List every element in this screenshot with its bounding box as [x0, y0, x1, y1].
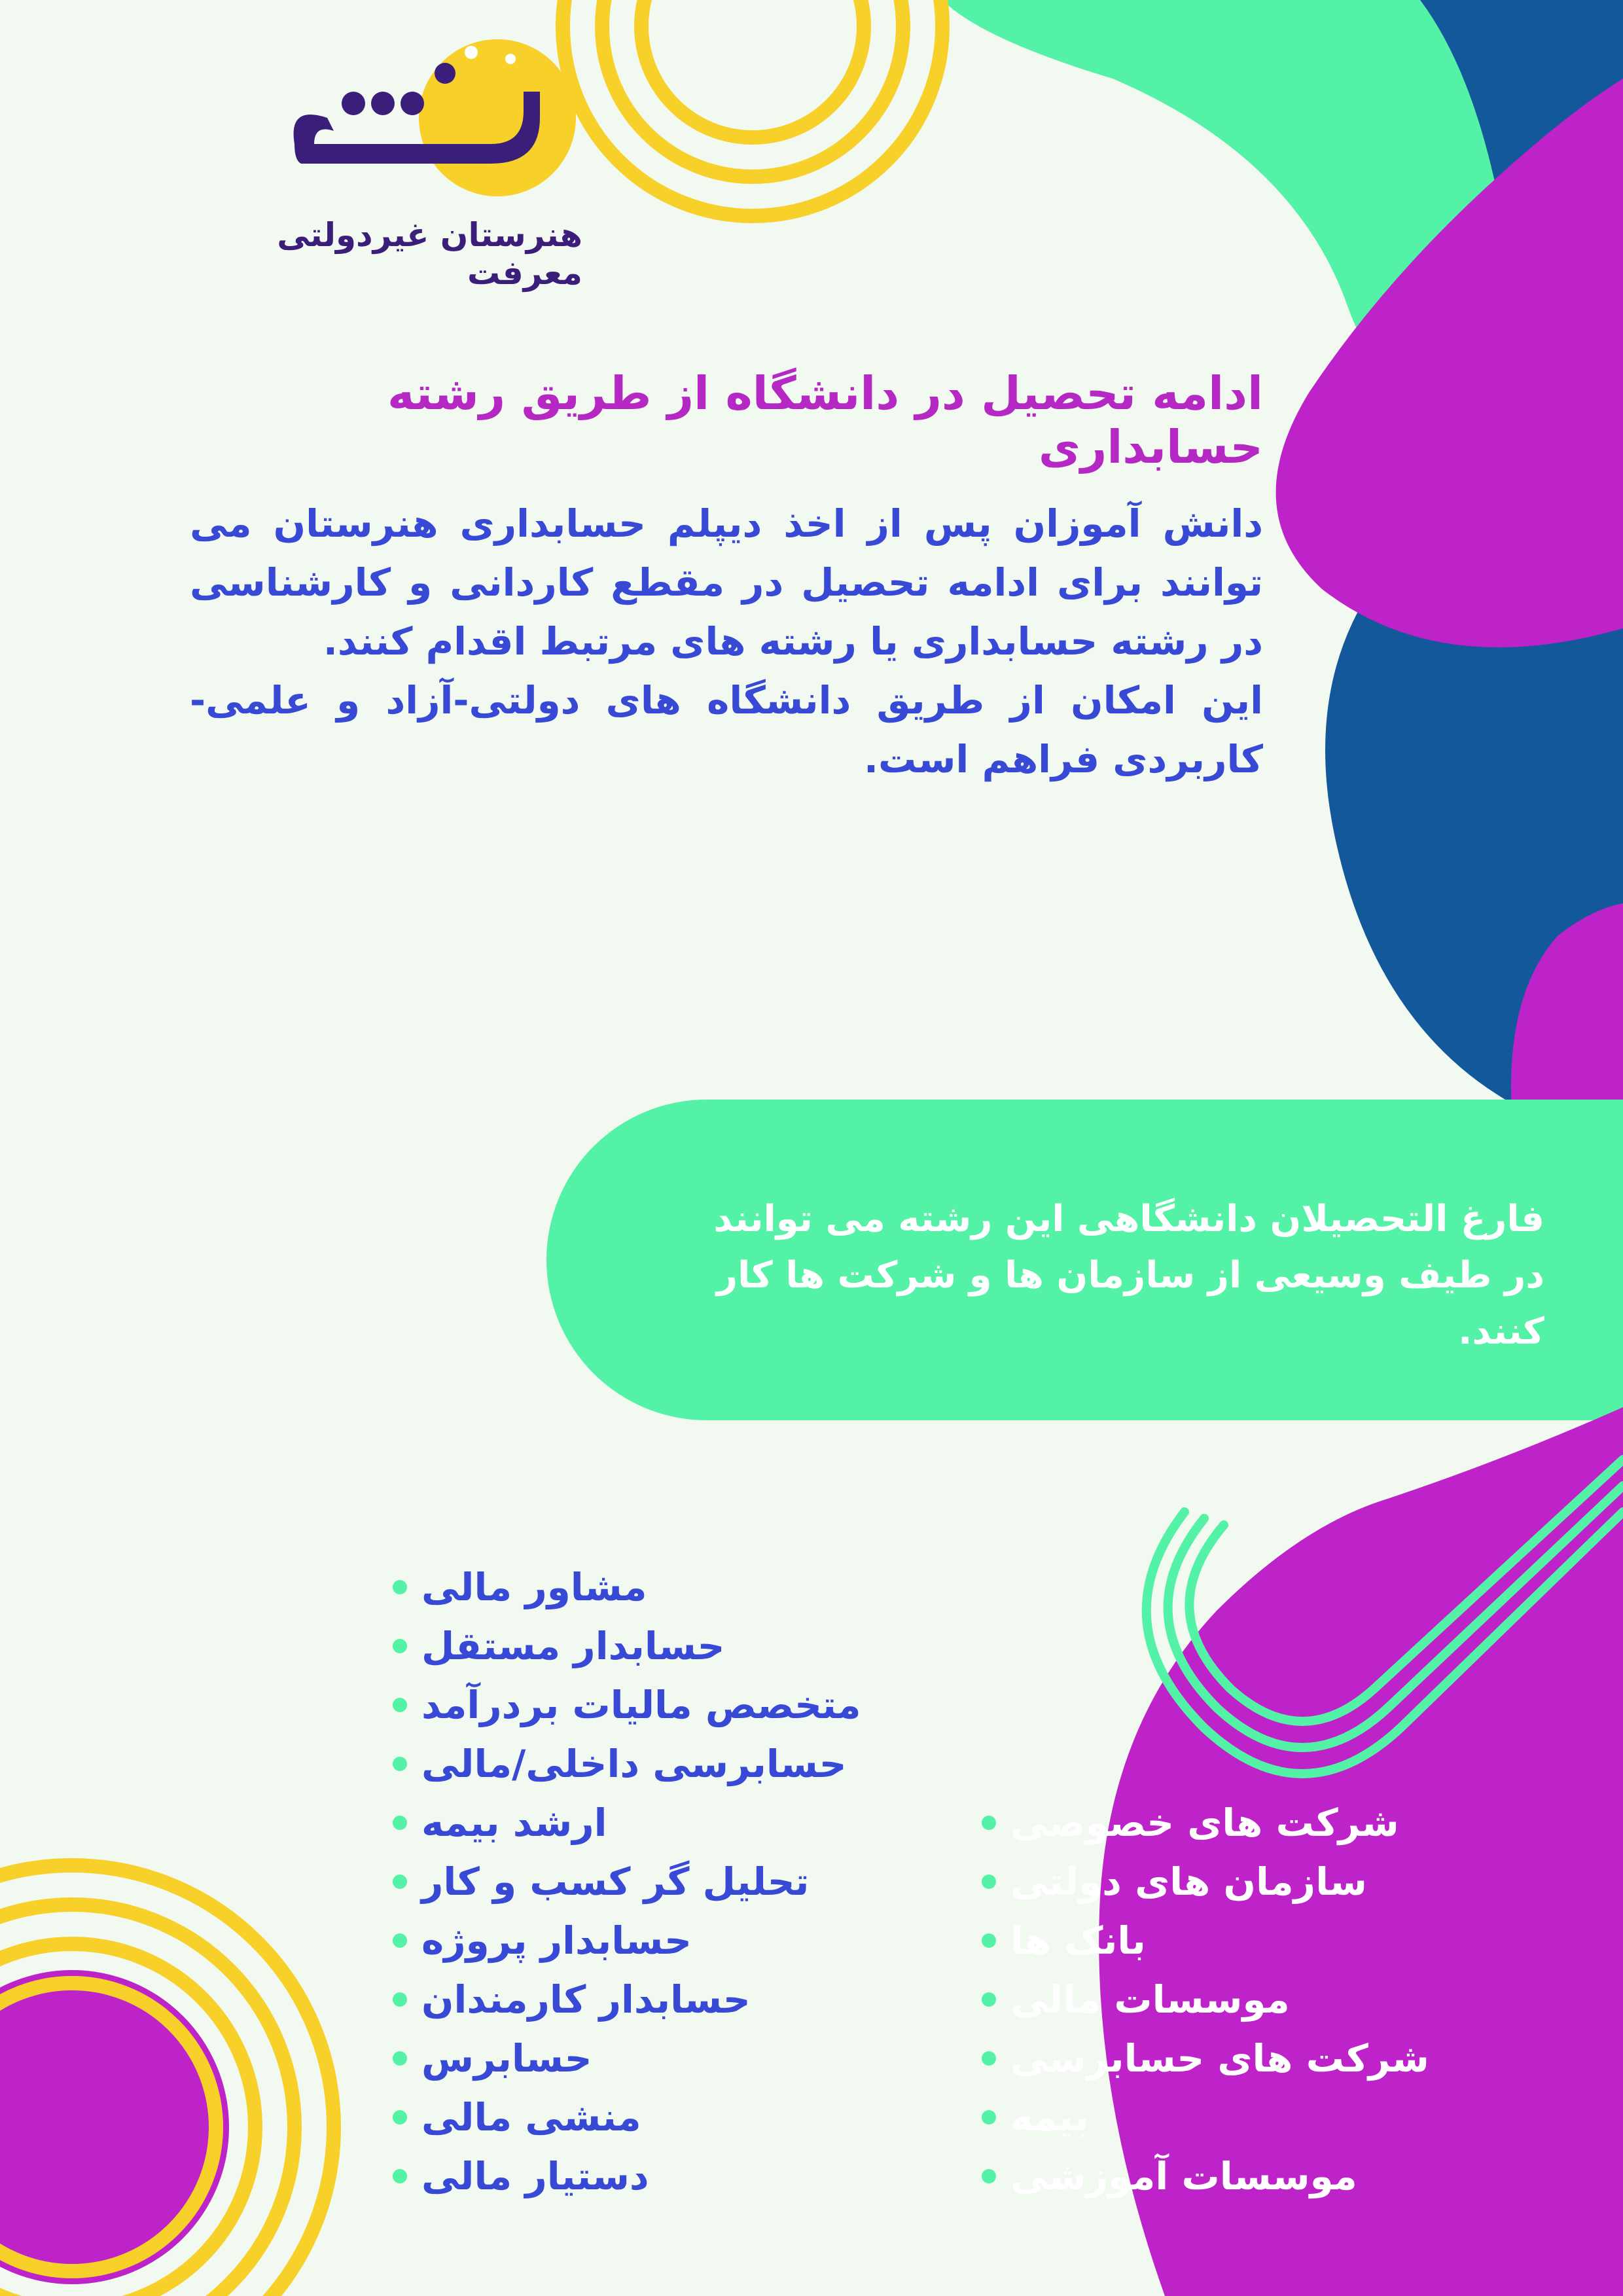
bullet-icon — [982, 1933, 996, 1948]
bullet-icon — [393, 1874, 407, 1889]
bullet-icon — [982, 2110, 996, 2125]
bullet-icon — [393, 1992, 407, 2007]
employer-label: موسسات مالی — [1010, 1977, 1290, 2022]
list-item — [393, 1676, 982, 1734]
intro-paragraph-2: این امکان از طریق دانشگاه های دولتی-آزاد و علمی-کاربردی فراهم است. — [190, 678, 1263, 781]
role-label: حسابدار مستقل — [421, 1624, 725, 1668]
list-item — [393, 1617, 982, 1676]
employer-label: بیمه — [1010, 2095, 1089, 2140]
role-label: حسابدار پروژه — [421, 1918, 692, 1963]
list-item — [982, 1852, 1551, 1911]
bullet-icon — [982, 1992, 996, 2007]
role-label: حسابرسی داخلی/مالی — [421, 1742, 847, 1786]
bullet-icon — [393, 1757, 407, 1771]
bullet-icon — [982, 1816, 996, 1830]
logo-yellow-disc — [419, 39, 576, 196]
role-label: متخصص مالیات بردرآمد — [421, 1683, 861, 1727]
bullet-icon — [982, 2169, 996, 2183]
page-headline: ادامه تحصیل در دانشگاه از طریق رشته حسابداری — [387, 367, 1263, 474]
banner-line-1: فارغ التحصیلان دانشگاهی این رشته می توانند — [713, 1198, 1544, 1240]
role-label: حسابرس — [421, 2036, 592, 2081]
list-item — [393, 1558, 982, 1617]
bullet-icon — [393, 2110, 407, 2125]
list-item — [982, 2147, 1551, 2206]
yellow-rings-top — [563, 0, 942, 216]
intro-paragraph-1: دانش آموزان پس از اخذ دیپلم حسابداری هنرستان می توانند برای ادامه تحصیل در مقطع کاردانی و کارشناسی در رشته حسابداری یا رشته های مرتبط اقدام کنند. — [190, 501, 1263, 664]
employer-label: سازمان های دولتی — [1010, 1859, 1367, 1904]
school-name: هنرستان غیردولتی معرفت — [277, 216, 582, 292]
role-label: حسابدار کارمندان — [421, 1977, 751, 2022]
list-item — [982, 1970, 1551, 2029]
bullet-icon — [393, 1933, 407, 1948]
list-item — [393, 1734, 982, 1793]
list-item — [393, 2147, 982, 2206]
employer-label: بانک ها — [1010, 1918, 1146, 1963]
employer-label: شرکت های حسابرسی — [1010, 2036, 1429, 2081]
magenta-bottom-circle — [0, 1970, 229, 2284]
employer-label: شرکت های خصوصی — [1010, 1801, 1399, 1845]
employer-label: موسسات آموزشی — [1010, 2154, 1357, 2198]
role-label: تحلیل گر کسب و کار — [421, 1859, 810, 1904]
role-label: دستیار مالی — [421, 2154, 649, 2198]
list-item — [393, 1970, 982, 2029]
role-label: مشاور مالی — [421, 1565, 647, 1609]
list-item — [393, 2029, 982, 2088]
school-logo — [275, 26, 582, 196]
role-label: ارشد بیمه — [421, 1801, 607, 1845]
bullet-icon — [393, 2169, 407, 2183]
banner-line-2: در طیف وسیعی از سازمان ها و شرکت ها کار کنند. — [716, 1254, 1544, 1353]
role-label: منشی مالی — [421, 2095, 641, 2140]
list-item — [982, 1793, 1551, 1852]
list-item — [393, 2088, 982, 2147]
bullet-icon — [982, 1874, 996, 1889]
bullet-icon — [393, 1698, 407, 1712]
employers-list — [982, 1793, 1551, 2206]
list-item — [393, 1793, 982, 1852]
banner-text — [654, 1191, 1544, 1360]
list-item — [982, 1911, 1551, 1970]
bullet-icon — [393, 1580, 407, 1594]
intro-text — [190, 494, 1263, 789]
list-item — [393, 1852, 982, 1911]
bullet-icon — [393, 2051, 407, 2066]
roles-list — [393, 1558, 982, 2206]
list-item — [393, 1911, 982, 1970]
bullet-icon — [982, 2051, 996, 2066]
bullet-icon — [393, 1639, 407, 1653]
list-item — [982, 2088, 1551, 2147]
bullet-icon — [393, 1816, 407, 1830]
list-item — [982, 2029, 1551, 2088]
